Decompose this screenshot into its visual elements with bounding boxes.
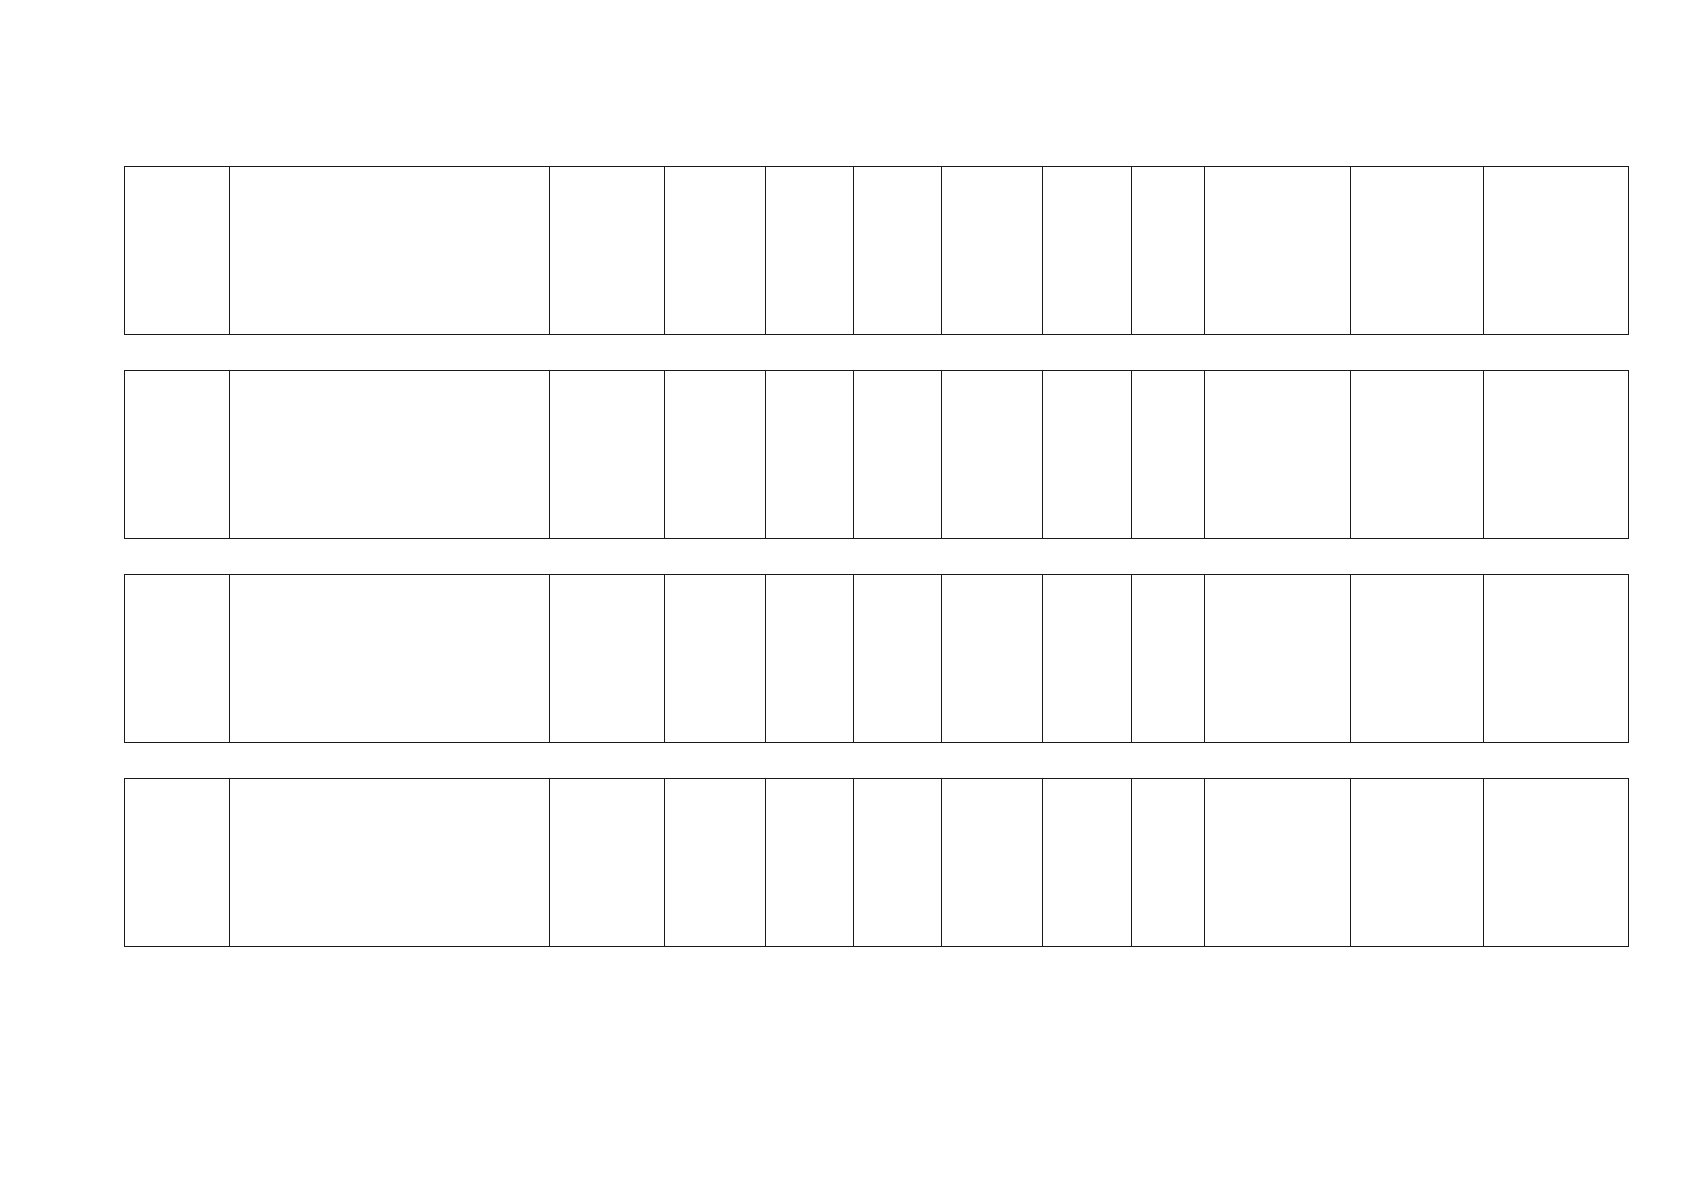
empty-cell xyxy=(1043,779,1132,947)
empty-cell xyxy=(1043,575,1132,743)
empty-cell xyxy=(766,779,854,947)
empty-cell xyxy=(1351,779,1484,947)
work-type-cell xyxy=(1484,575,1629,743)
empty-cell xyxy=(550,575,665,743)
address-cell xyxy=(230,779,550,947)
entry-table-14173 xyxy=(124,370,1629,539)
empty-cell xyxy=(1043,371,1132,539)
empty-cell xyxy=(854,371,942,539)
address-cell xyxy=(230,371,550,539)
empty-cell xyxy=(1132,779,1205,947)
empty-cell xyxy=(1351,167,1484,335)
table-row xyxy=(125,167,1629,335)
empty-cell xyxy=(1132,371,1205,539)
entry-table-14163 xyxy=(124,166,1629,335)
empty-cell xyxy=(1043,167,1132,335)
empty-cell xyxy=(942,167,1043,335)
empty-cell xyxy=(766,167,854,335)
empty-cell xyxy=(550,371,665,539)
entry-table-14231 xyxy=(124,778,1629,947)
empty-cell xyxy=(766,371,854,539)
empty-cell xyxy=(665,575,766,743)
empty-cell xyxy=(1205,575,1351,743)
empty-cell xyxy=(1351,371,1484,539)
empty-cell xyxy=(1351,575,1484,743)
empty-cell xyxy=(1205,167,1351,335)
address-cell xyxy=(230,575,550,743)
item-number xyxy=(125,167,230,335)
work-type-cell xyxy=(1205,779,1351,947)
empty-cell xyxy=(942,575,1043,743)
empty-cell xyxy=(1132,575,1205,743)
empty-cell xyxy=(665,371,766,539)
table-row xyxy=(125,575,1629,743)
address-cell xyxy=(230,167,550,335)
entry-table-14229 xyxy=(124,574,1629,743)
empty-cell xyxy=(942,779,1043,947)
empty-cell xyxy=(1132,167,1205,335)
empty-cell xyxy=(1205,371,1351,539)
empty-cell xyxy=(854,167,942,335)
empty-cell xyxy=(1484,779,1629,947)
empty-cell xyxy=(854,779,942,947)
empty-cell xyxy=(550,779,665,947)
empty-cell xyxy=(942,371,1043,539)
empty-cell xyxy=(550,167,665,335)
work-type-cell xyxy=(1484,371,1629,539)
empty-cell xyxy=(665,167,766,335)
empty-cell xyxy=(665,779,766,947)
item-number xyxy=(125,779,230,947)
empty-cell xyxy=(766,575,854,743)
table-row xyxy=(125,779,1629,947)
empty-cell xyxy=(854,575,942,743)
item-number xyxy=(125,371,230,539)
item-number xyxy=(125,575,230,743)
work-type-cell xyxy=(1484,167,1629,335)
table-row xyxy=(125,371,1629,539)
